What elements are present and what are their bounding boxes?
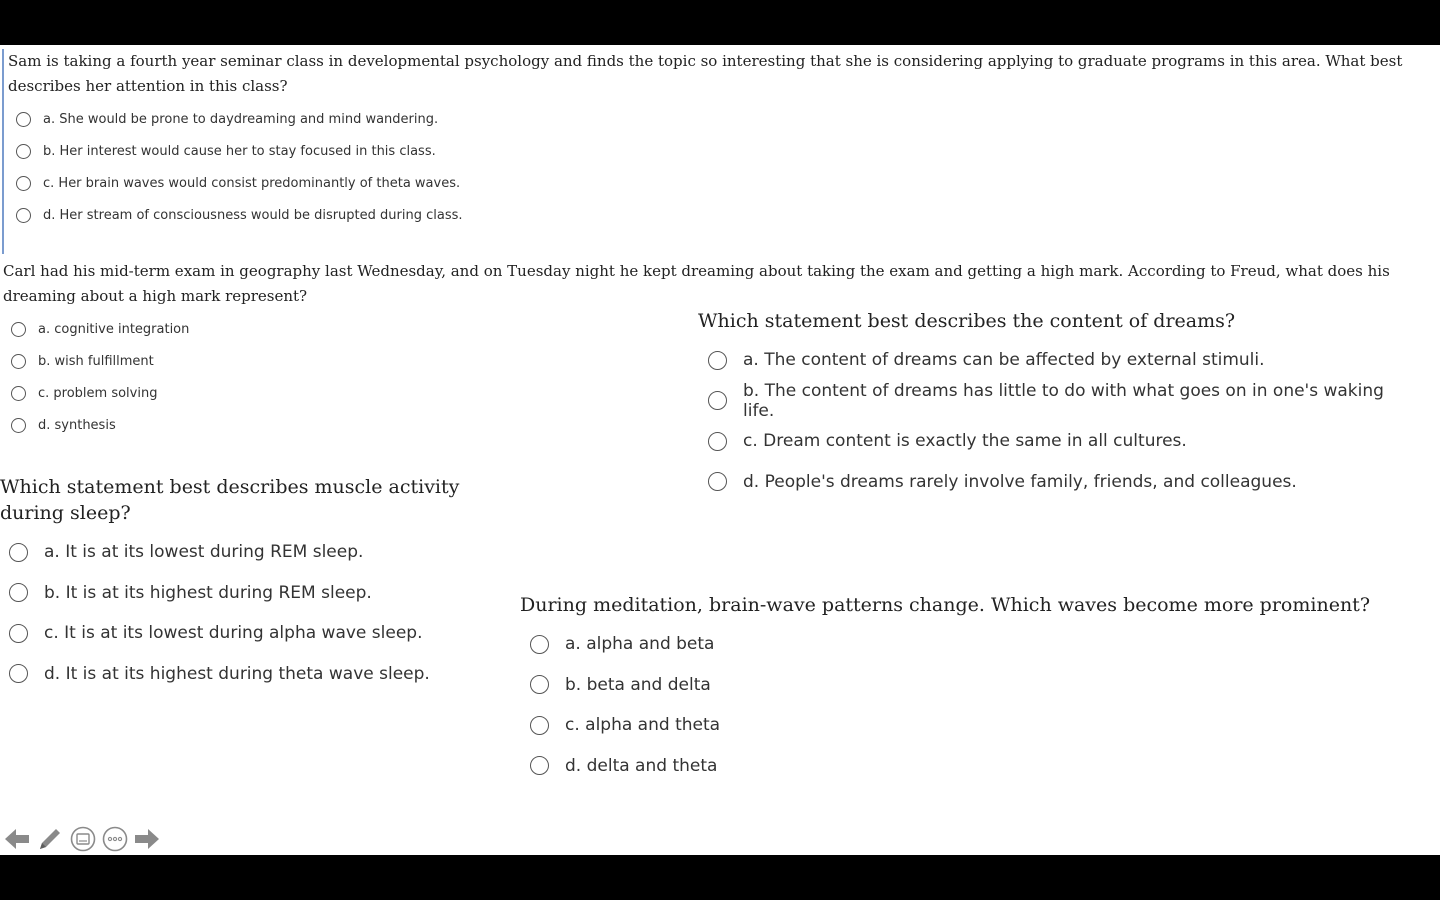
slide — [0, 45, 1440, 855]
option-list — [698, 340, 1418, 502]
question-text: During meditation, brain-wave patterns change. Which waves become more prominent? — [520, 594, 1370, 616]
radio-button[interactable] — [9, 624, 28, 643]
radio-button[interactable] — [11, 322, 26, 337]
option-label: a. alpha and beta — [565, 634, 715, 655]
radio-button[interactable] — [9, 664, 28, 683]
option-b[interactable] — [9, 573, 520, 614]
option-c[interactable] — [11, 377, 571, 409]
option-d[interactable] — [11, 409, 571, 441]
radio-button[interactable] — [9, 543, 28, 562]
radio-button[interactable] — [9, 583, 28, 602]
option-a[interactable] — [11, 313, 571, 345]
radio-button[interactable] — [11, 354, 26, 369]
option-c[interactable] — [16, 167, 1438, 199]
radio-button[interactable] — [708, 432, 727, 451]
radio-button[interactable] — [530, 675, 549, 694]
option-d[interactable] — [9, 654, 520, 695]
option-label: c. Dream content is exactly the same in all cultures. — [743, 431, 1187, 452]
question-1 — [2, 49, 1438, 254]
question-3 — [698, 308, 1418, 502]
option-list — [3, 313, 571, 441]
radio-button[interactable] — [708, 391, 727, 410]
option-c[interactable] — [708, 421, 1418, 462]
option-label: b. beta and delta — [565, 674, 711, 695]
option-b[interactable] — [708, 381, 1418, 422]
option-d[interactable] — [530, 746, 1420, 787]
option-label: a. She would be prone to daydreaming and mind wandering. — [43, 111, 439, 127]
option-label: a. cognitive integration — [38, 321, 190, 337]
option-label: b. It is at its highest during REM sleep. — [44, 582, 372, 603]
question-text: Which statement best describes the content of dreams? — [698, 310, 1236, 332]
arrow-left-icon[interactable] — [4, 826, 30, 852]
radio-button[interactable] — [16, 112, 31, 127]
subtitles-icon[interactable] — [70, 826, 96, 852]
radio-button[interactable] — [530, 716, 549, 735]
option-label: d. It is at its highest during theta wave sleep. — [44, 663, 430, 684]
question-text: Sam is taking a fourth year seminar class in developmental psychology and finds the topic so interesting that she is considering applying to graduate programs in this area. What best describes her attention in this class? — [8, 52, 1403, 95]
option-b[interactable] — [530, 665, 1420, 706]
radio-button[interactable] — [530, 635, 549, 654]
option-label: c. Her brain waves would consist predominantly of theta waves. — [43, 175, 461, 191]
radio-button[interactable] — [11, 418, 26, 433]
option-d[interactable] — [16, 199, 1438, 231]
option-label: a. The content of dreams can be affected by external stimuli. — [743, 350, 1265, 371]
radio-button[interactable] — [708, 472, 727, 491]
option-list — [520, 624, 1420, 786]
option-a[interactable] — [16, 103, 1438, 135]
option-label: b. wish fulfillment — [38, 353, 154, 369]
question-5 — [520, 592, 1420, 786]
option-label: c. It is at its lowest during alpha wave sleep. — [44, 623, 423, 644]
more-icon[interactable] — [102, 826, 128, 852]
option-label: d. synthesis — [38, 417, 116, 433]
option-a[interactable] — [530, 624, 1420, 665]
radio-button[interactable] — [11, 386, 26, 401]
option-a[interactable] — [708, 340, 1418, 381]
radio-button[interactable] — [530, 756, 549, 775]
option-d[interactable] — [708, 462, 1418, 503]
pen-icon[interactable] — [36, 825, 64, 853]
question-text: Which statement best describes muscle activity during sleep? — [0, 476, 460, 524]
radio-button[interactable] — [16, 176, 31, 191]
option-label: d. People's dreams rarely involve family, friends, and colleagues. — [743, 471, 1297, 492]
option-list — [8, 103, 1438, 231]
option-label: d. Her stream of consciousness would be disrupted during class. — [43, 207, 463, 223]
question-text: Carl had his mid-term exam in geography last Wednesday, and on Tuesday night he kept dreaming about taking the exam and getting a high mark. According to Freud, what does his dreaming about a high mark represent? — [3, 262, 1390, 305]
option-label: a. It is at its lowest during REM sleep. — [44, 542, 364, 563]
option-label: b. The content of dreams has little to do with what goes on in one's waking life. — [743, 380, 1384, 421]
slideshow-toolbar — [4, 825, 160, 853]
option-label: c. alpha and theta — [565, 715, 721, 736]
option-c[interactable] — [530, 705, 1420, 746]
radio-button[interactable] — [708, 351, 727, 370]
radio-button[interactable] — [16, 208, 31, 223]
option-list — [0, 532, 520, 694]
arrow-right-icon[interactable] — [134, 826, 160, 852]
option-c[interactable] — [9, 613, 520, 654]
option-label: c. problem solving — [38, 385, 158, 401]
option-a[interactable] — [9, 532, 520, 573]
option-label: b. Her interest would cause her to stay focused in this class. — [43, 143, 436, 159]
radio-button[interactable] — [16, 144, 31, 159]
option-label: d. delta and theta — [565, 755, 718, 776]
question-4 — [0, 474, 520, 694]
option-b[interactable] — [11, 345, 571, 377]
option-b[interactable] — [16, 135, 1438, 167]
